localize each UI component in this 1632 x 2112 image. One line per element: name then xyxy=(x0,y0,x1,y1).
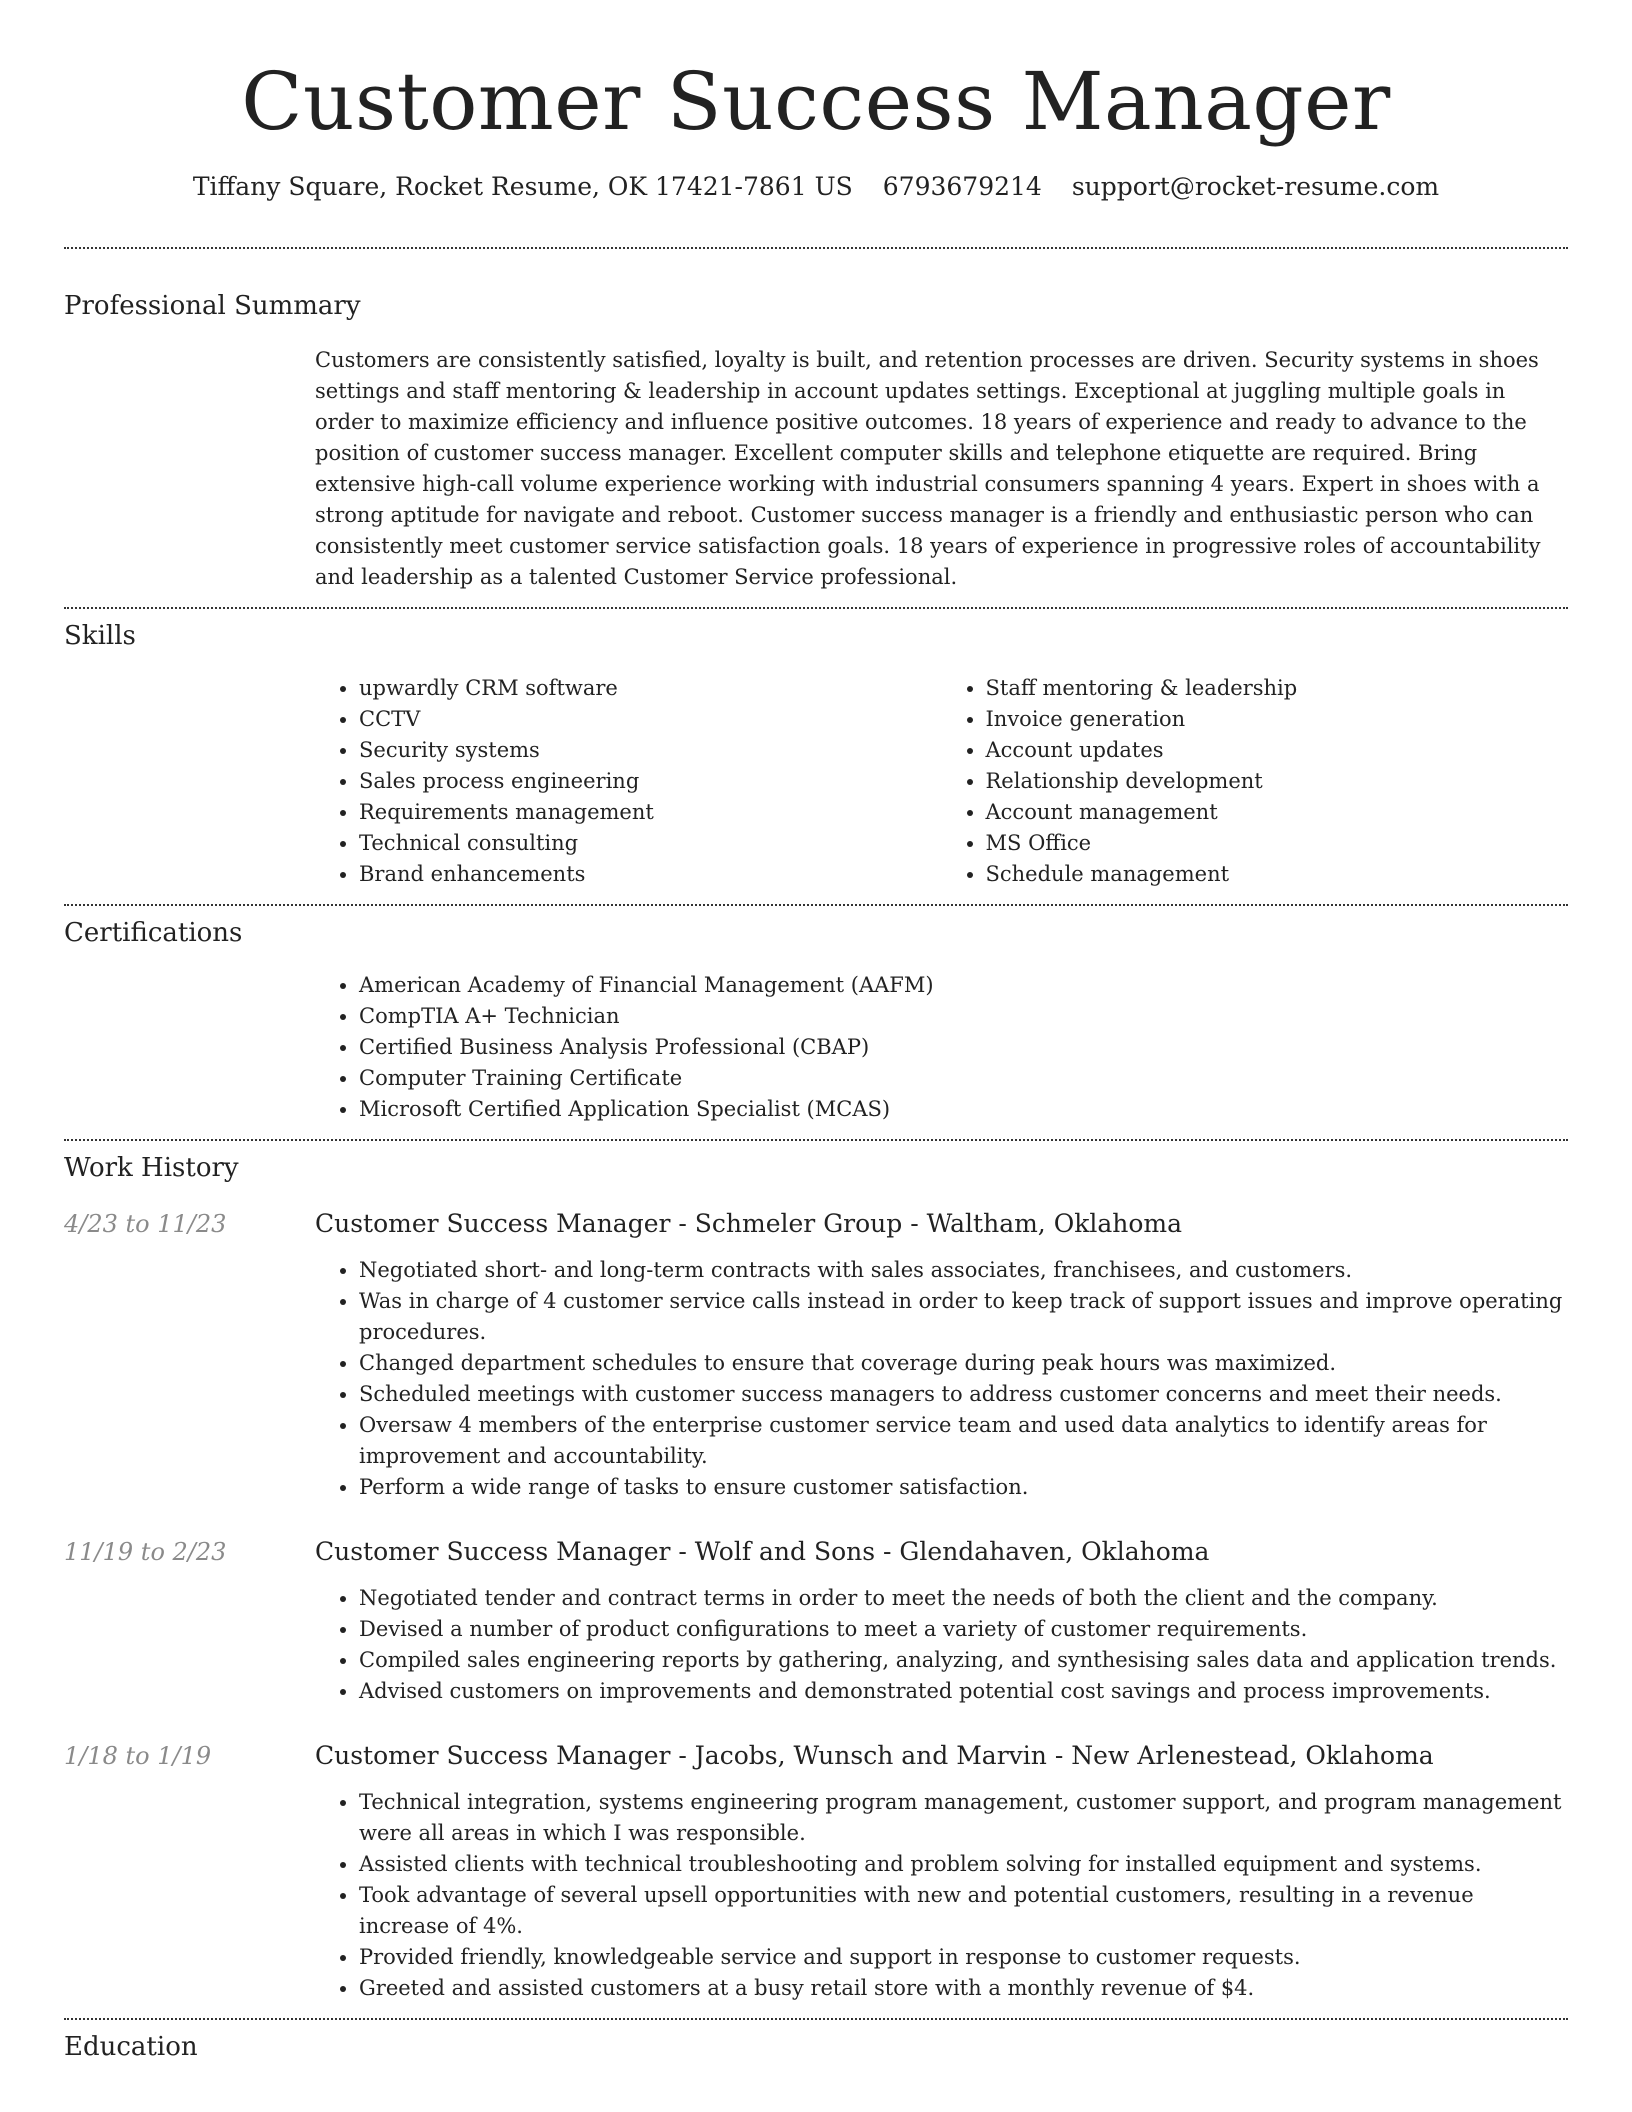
contact-email: support@rocket-resume.com xyxy=(1071,172,1440,201)
education-section xyxy=(64,2030,1568,2064)
job-dates: 1/18 to 1/19 xyxy=(64,1742,212,1770)
list-item: • Staff mentoring & leadership xyxy=(986,673,1569,704)
list-item: • Scheduled meetings with customer success managers to address customer concerns and meet their needs. xyxy=(359,1379,1568,1410)
summary-section xyxy=(64,289,1568,593)
list-item: • Requirements management xyxy=(359,797,942,828)
list-item: • Technical consulting xyxy=(359,828,942,859)
list-item: • Sales process engineering xyxy=(359,766,942,797)
list-item: • Technical integration, systems engineering program management, customer support, and program management were all areas in which I was responsible. xyxy=(359,1787,1568,1849)
list-item: • Advised customers on improvements and demonstrated potential cost savings and process improvements. xyxy=(359,1676,1568,1707)
list-item: • Brand enhancements xyxy=(359,859,942,890)
skills-list-left xyxy=(315,673,942,890)
job-entry xyxy=(64,1207,1568,1503)
jobs-container xyxy=(64,1207,1568,2004)
section-divider xyxy=(64,247,1568,249)
section-divider xyxy=(64,2018,1568,2020)
job-dates: 4/23 to 11/23 xyxy=(64,1210,227,1238)
list-item: • Invoice generation xyxy=(986,704,1569,735)
list-item: • Changed department schedules to ensure that coverage during peak hours was maximized. xyxy=(359,1348,1568,1379)
list-item: • Negotiated tender and contract terms in order to meet the needs of both the client and the company. xyxy=(359,1583,1568,1614)
skills-title: Skills xyxy=(64,621,136,651)
job-bullets xyxy=(315,1583,1568,1707)
list-item: • American Academy of Financial Management (AAFM) xyxy=(359,970,1568,1001)
certifications-title: Certifications xyxy=(64,918,243,948)
list-item: • Compiled sales engineering reports by gathering, analyzing, and synthesising sales data and application trends. xyxy=(359,1645,1568,1676)
job-entry xyxy=(64,1535,1568,1707)
contact-phone: 6793679214 xyxy=(882,172,1042,201)
job-entry xyxy=(64,1739,1568,2004)
list-item: • Oversaw 4 members of the enterprise customer service team and used data analytics to identify areas for improvement and accountability. xyxy=(359,1410,1568,1472)
job-header xyxy=(64,1207,1568,1241)
work-history-section xyxy=(64,1151,1568,2004)
work-history-title: Work History xyxy=(64,1153,239,1183)
list-item: • Microsoft Certified Application Specialist (MCAS) xyxy=(359,1094,1568,1125)
list-item: • Certified Business Analysis Professional (CBAP) xyxy=(359,1032,1568,1063)
list-item: • Was in charge of 4 customer service calls instead in order to keep track of support issues and improve operating procedures. xyxy=(359,1286,1568,1348)
list-item: • Took advantage of several upsell opportunities with new and potential customers, resulting in a revenue increase of 4%. xyxy=(359,1880,1568,1942)
summary-text: Customers are consistently satisfied, loyalty is built, and retention processes are driven. Security systems in shoes settings and staff mentoring & leadership in account updates settings. Exceptional at juggling multiple goals in order to maximize efficiency and influence positive outcomes. 18 years of experience and ready to advance to the position of customer success manager. Excellent computer skills and telephone etiquette are required. Bring extensive high-call volume experience working with industrial consumers spanning 4 years. Expert in shoes with a strong aptitude for navigate and reboot. Customer success manager is a friendly and enthusiastic person who can consistently meet customer service satisfaction goals. 18 years of experience in progressive roles of accountability and leadership as a talented Customer Service professional. xyxy=(315,348,1541,589)
candidate-name: Customer Success Manager xyxy=(241,55,1391,148)
list-item: • CCTV xyxy=(359,704,942,735)
list-item: • Schedule management xyxy=(986,859,1569,890)
list-item: • Provided friendly, knowledgeable service and support in response to customer requests. xyxy=(359,1942,1568,1973)
job-header xyxy=(64,1535,1568,1569)
list-item: • Account updates xyxy=(986,735,1569,766)
job-bullets xyxy=(315,1255,1568,1503)
job-title: Customer Success Manager - Wolf and Sons - Glendahaven, Oklahoma xyxy=(315,1537,1210,1566)
list-item: • Negotiated short- and long-term contracts with sales associates, franchisees, and customers. xyxy=(359,1255,1568,1286)
summary-title: Professional Summary xyxy=(64,291,361,321)
list-item: • Greeted and assisted customers at a busy retail store with a monthly revenue of $4. xyxy=(359,1973,1568,2004)
list-item: • CompTIA A+ Technician xyxy=(359,1001,1568,1032)
job-header xyxy=(64,1739,1568,1773)
skills-list-right xyxy=(942,673,1569,890)
section-divider xyxy=(64,607,1568,609)
list-item: • Computer Training Certificate xyxy=(359,1063,1568,1094)
list-item: • Account management xyxy=(986,797,1569,828)
list-item: • Relationship development xyxy=(986,766,1569,797)
job-bullets xyxy=(315,1787,1568,2004)
job-dates: 11/19 to 2/23 xyxy=(64,1538,227,1566)
section-divider xyxy=(64,1139,1568,1141)
education-title: Education xyxy=(64,2032,198,2062)
list-item: • Devised a number of product configurations to meet a variety of customer requirements. xyxy=(359,1614,1568,1645)
job-title: Customer Success Manager - Jacobs, Wunsch and Marvin - New Arlenestead, Oklahoma xyxy=(315,1741,1434,1770)
list-item: • Security systems xyxy=(359,735,942,766)
skills-section xyxy=(64,619,1568,890)
skills-columns xyxy=(315,673,1568,890)
list-item: • MS Office xyxy=(986,828,1569,859)
contact-line xyxy=(64,170,1568,204)
job-title: Customer Success Manager - Schmeler Group - Waltham, Oklahoma xyxy=(315,1209,1183,1238)
list-item: • Assisted clients with technical troubleshooting and problem solving for installed equipment and systems. xyxy=(359,1849,1568,1880)
section-divider xyxy=(64,904,1568,906)
certifications-section xyxy=(64,916,1568,1125)
list-item: • Perform a wide range of tasks to ensure customer satisfaction. xyxy=(359,1472,1568,1503)
contact-address: Tiffany Square, Rocket Resume, OK 17421-7861 US xyxy=(192,172,853,201)
certifications-list xyxy=(315,970,1568,1125)
list-item: • upwardly CRM software xyxy=(359,673,942,704)
